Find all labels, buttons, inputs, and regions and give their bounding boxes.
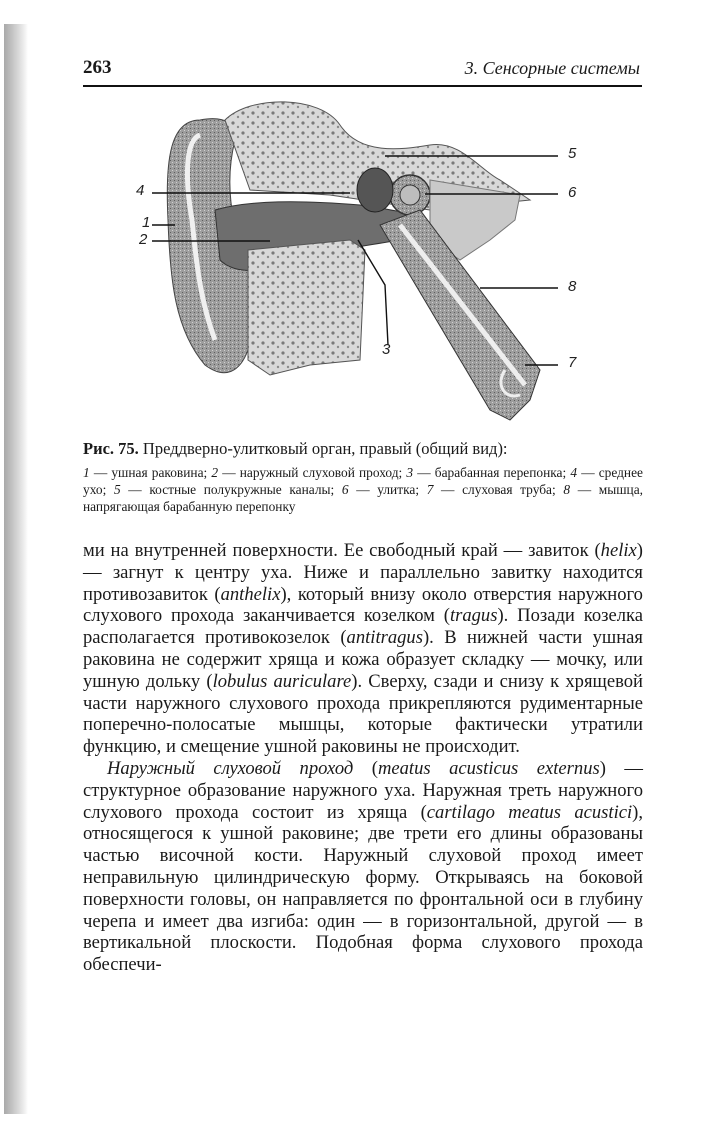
- legend-text: — мышца, напрягающая барабанную перепонку: [83, 482, 643, 514]
- legend-num: 1: [83, 465, 90, 480]
- legend-num: 3: [406, 465, 414, 480]
- figure-label-5: 5: [568, 145, 577, 162]
- latin-term: anthelix: [220, 583, 281, 605]
- legend-num: 8: [563, 482, 571, 497]
- latin-term: tragus: [449, 605, 498, 627]
- legend-num: 5: [113, 482, 121, 497]
- caption-title-text: Преддверно-улитковый орган, правый (общий вид):: [138, 439, 508, 458]
- legend-num: 7: [426, 482, 434, 497]
- page-number: 263: [83, 57, 112, 78]
- paragraph-auricle: [83, 540, 643, 758]
- figure-caption: [83, 438, 643, 515]
- figure-label-3: 3: [382, 341, 391, 358]
- figure-label-2: 2: [139, 231, 148, 248]
- legend-text: — костные полукружные каналы;: [120, 482, 342, 497]
- latin-term: lobulus auriculare: [212, 670, 352, 692]
- text-run: ), относящегося к ушной раковине; две трети его длины образованы частью височной кости. Наружный слуховой проход имеет неправильную цилиндрическую форму. Открываясь на боковой поверхности головы, он направляется по фронтальной оси в глубину черепа и имеет два изгиба: один — в горизонтальной, другой — в вертикальной плоскости. Подобная форма слухового прохода обеспечи-: [83, 801, 644, 976]
- paragraph-ear-canal: [83, 758, 643, 976]
- text-run: ) — структурное образование наружного уха. Наружная треть наружного слухового прохода состоит из хряща (: [83, 757, 643, 823]
- figure-label-6: 6: [568, 184, 577, 201]
- caption-title: [83, 438, 643, 460]
- legend-text: — наружный слуховой проход;: [218, 465, 407, 480]
- legend-text: — барабанная перепонка;: [413, 465, 571, 480]
- text-run: ). Сверху, сзади и снизу к хрящевой части наружного слухового прохода прикрепляются рудиментарные поперечно-полосатые мышцы, которые фактически утратили функцию, и смещение ушной раковины не происходит.: [83, 670, 643, 758]
- running-head: [83, 57, 642, 87]
- legend-text: — среднее ухо;: [83, 465, 643, 497]
- legend-text: — ушная раковина;: [89, 465, 212, 480]
- text-run: ). Позади козелка располагается противокозелок (: [83, 605, 643, 649]
- body-text: [83, 540, 643, 976]
- figure-label-8: 8: [568, 278, 577, 295]
- text-run: ми на внутренней поверхности. Ее свободный край — завиток (: [83, 540, 601, 561]
- scan-binding-shadow: [4, 24, 28, 1114]
- latin-term: helix: [600, 540, 637, 561]
- ear-anatomy-figure: [130, 100, 590, 430]
- text-run: ). В нижней части ушная раковина не содержит хряща и кожа образует складку — мочку, или ушную дольку (: [83, 627, 643, 692]
- term-heading: Наружный слуховой проход: [107, 757, 354, 779]
- figure-label-7: 7: [568, 354, 577, 371]
- caption-legend: [83, 464, 643, 515]
- legend-num: 2: [211, 465, 219, 480]
- latin-term: cartilago meatus acustici: [426, 801, 633, 823]
- figure-number: Рис. 75.: [83, 439, 139, 458]
- text-run: ) — загнут к центру уха. Ниже и параллельно завитку находится противозавиток (: [83, 540, 643, 605]
- figure-label-1: 1: [142, 214, 151, 231]
- latin-term: meatus acusticus externus: [377, 757, 600, 779]
- legend-text: — слуховая труба;: [433, 482, 564, 497]
- figure-label-4: 4: [136, 182, 145, 199]
- chapter-title: 3. Сенсорные системы: [464, 58, 640, 78]
- legend-num: 4: [570, 465, 578, 480]
- legend-text: — улитка;: [348, 482, 427, 497]
- text-run: ), который внизу около отверстия наружного слухового прохода заканчивается козелком (: [83, 583, 643, 627]
- ear-illustration: [130, 100, 590, 430]
- legend-num: 6: [341, 482, 349, 497]
- text-run: (: [353, 757, 378, 779]
- latin-term: antitragus: [346, 627, 423, 649]
